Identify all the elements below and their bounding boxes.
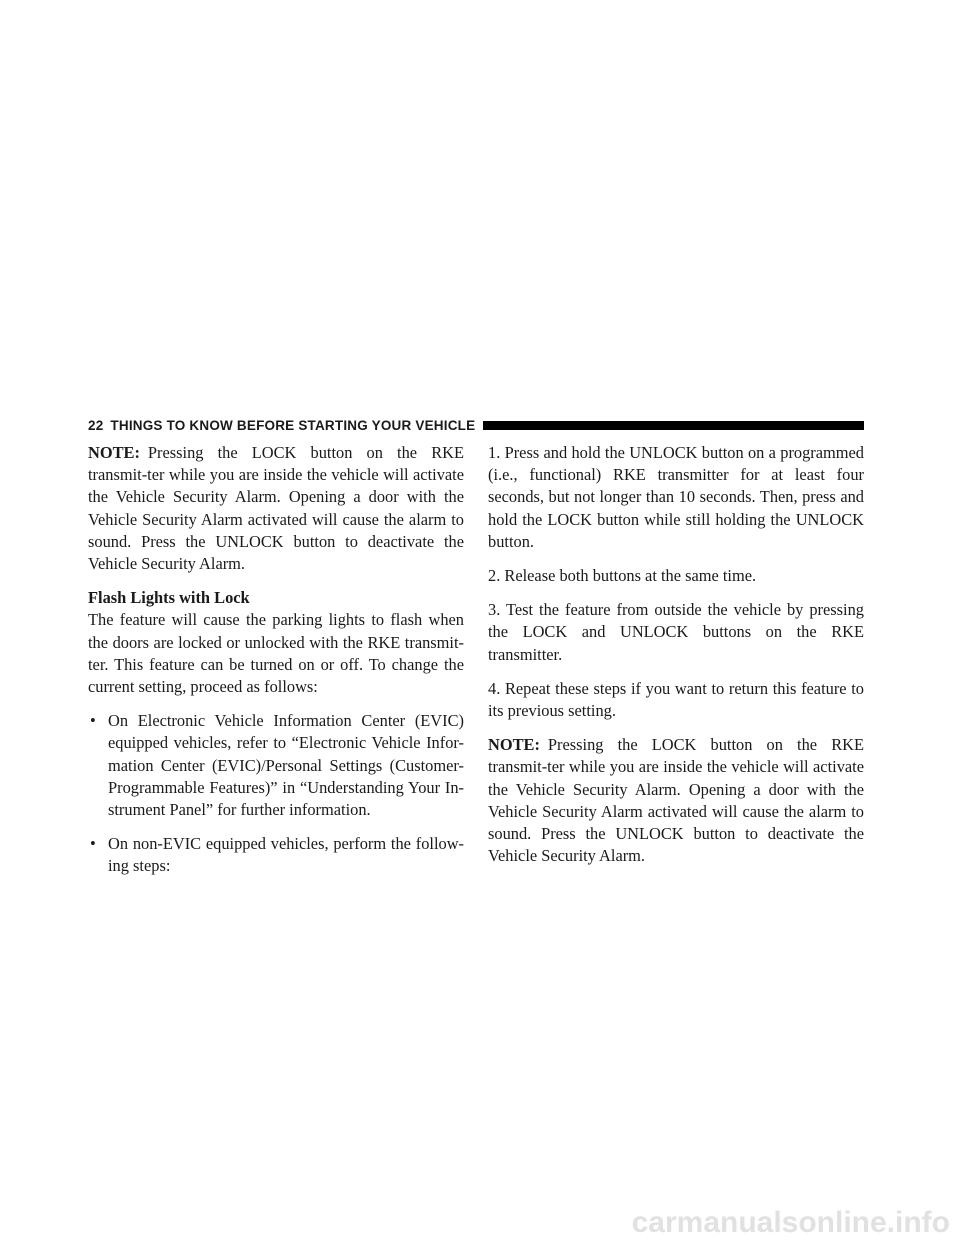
note-paragraph [88,442,464,575]
page-header [88,415,864,435]
left-column [88,442,464,890]
note-text: Pressing the LOCK button on the RKE transmit-ter while you are inside the vehicle will activate the Vehicle Security Alarm. Opening a door with the Vehicle Security Alarm activated will cause the alarm to sound. Press the UNLOCK button to deactivate the Vehicle Security Alarm. [88,443,464,574]
bullet-text: On non-EVIC equipped vehicles, perform the follow-ing steps: [108,834,464,876]
bullet-icon: • [90,834,96,854]
step-4: 4. Repeat these steps if you want to return this feature to its previous setting. [488,678,864,721]
note-text: Pressing the LOCK button on the RKE transmit-ter while you are inside the vehicle will activate the Vehicle Security Alarm. Opening a door with the Vehicle Security Alarm activated will cause the alarm to sound. Press the UNLOCK button to deactivate the Vehicle Security Alarm. [488,735,864,866]
bullet-item [88,710,464,821]
note-label: NOTE: [88,443,140,462]
note-label: NOTE: [488,735,540,755]
step-2: 2. Release both buttons at the same time. [488,566,757,586]
page-number: 22 [88,417,104,433]
subheading-flash-lights: Flash Lights with Lock [88,588,250,608]
watermark-text: carmanualsonline.info [631,1206,950,1239]
right-column [488,442,864,879]
note-paragraph [488,734,864,867]
header-rule [483,421,864,430]
section-title: THINGS TO KNOW BEFORE STARTING YOUR VEHICLE [110,417,476,433]
step-3: 3. Test the feature from outside the vehicle by pressing the LOCK and UNLOCK buttons on the RKE transmitter. [488,600,864,664]
bullet-icon: • [90,711,96,731]
step-1: 1. Press and hold the UNLOCK button on a programmed (i.e., functional) RKE transmitter for at least four seconds, but not longer than 10 seconds. Then, press and hold the LOCK button while still holding the UNLOCK button. [488,443,864,551]
intro-paragraph: The feature will cause the parking lights to flash when the doors are locked or unlocked with the RKE transmit-ter. This feature can be turned on or off. To change the current setting, proceed as follows: [88,610,464,697]
bullet-item [88,833,464,877]
bullet-text: On Electronic Vehicle Information Center (EVIC) equipped vehicles, refer to “Electronic Vehicle Infor-mation Center (EVIC)/Personal Settings (Customer-Programmable Features)” in “Understanding Your In-strument Panel” for further information. [108,711,464,820]
